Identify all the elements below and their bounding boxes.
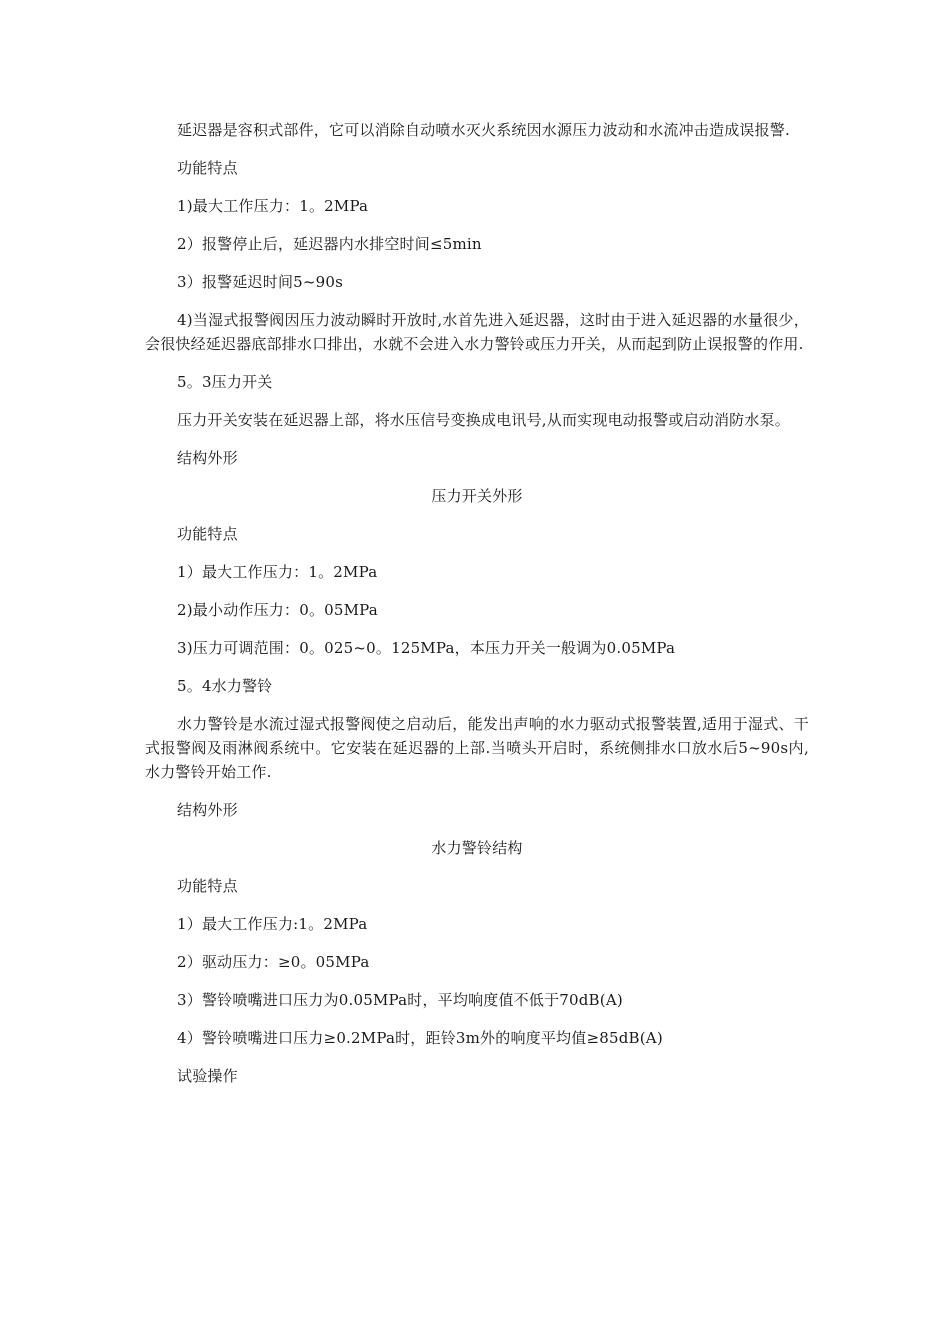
paragraph-water-bell-intro: 水力警铃是水流过湿式报警阀使之启动后，能发出声响的水力驱动式报警装置,适用于湿式、干式报警阀及雨淋阀系统中。它安装在延迟器的上部.当喷头开启时，系统侧排水口放水后5~90s内,水力警铃开始工作. — [145, 715, 809, 781]
paragraph-delay-device-intro: 延迟器是容积式部件，它可以消除自动喷水灭火系统因水源压力波动和水流冲击造成误报警. — [177, 121, 790, 139]
heading-structure-1: 结构外形 — [177, 449, 238, 467]
heading-features-1: 功能特点 — [177, 159, 238, 177]
list-item-min-action-pressure: 2)最小动作压力：0。05MPa — [177, 601, 378, 619]
list-item-loudness-1: 3）警铃喷嘴进口压力为0.05MPa时，平均响度值不低于70dB(A) — [177, 991, 623, 1009]
section-heading-water-bell: 5。4水力警铃 — [177, 677, 273, 695]
list-item-delay-function: 4)当湿式报警阀因压力波动瞬时开放时,水首先进入延迟器，这时由于进入延迟器的水量很少，会很快经延迟器底部排水口排出，水就不会进入水力警铃或压力开关，从而起到防止误报警的作用. — [145, 311, 809, 353]
list-item-max-pressure-3: 1）最大工作压力:1。2MPa — [177, 915, 368, 933]
list-item-max-pressure-2: 1）最大工作压力：1。2MPa — [177, 563, 378, 581]
list-item-loudness-2: 4）警铃喷嘴进口压力≥0.2MPa时，距铃3m外的响度平均值≥85dB(A) — [177, 1029, 663, 1047]
heading-features-2: 功能特点 — [177, 525, 238, 543]
list-item-drive-pressure: 2）驱动压力：≥0。05MPa — [177, 953, 370, 971]
paragraph-pressure-switch-intro: 压力开关安装在延迟器上部，将水压信号变换成电讯号,从而实现电动报警或启动消防水泵。 — [177, 411, 790, 429]
heading-features-3: 功能特点 — [177, 877, 238, 895]
figure-caption-pressure-switch: 压力开关外形 — [431, 487, 523, 505]
heading-test-operation: 试验操作 — [177, 1067, 238, 1085]
list-item-drain-time: 2）报警停止后，延迟器内水排空时间≤5min — [177, 235, 482, 253]
figure-caption-water-bell: 水力警铃结构 — [431, 839, 523, 857]
document-page — [145, 118, 809, 1102]
heading-structure-2: 结构外形 — [177, 801, 238, 819]
list-item-max-pressure-1: 1)最大工作压力：1。2MPa — [177, 197, 369, 215]
section-heading-pressure-switch: 5。3压力开关 — [177, 373, 273, 391]
list-item-adjust-range: 3)压力可调范围：0。025~0。125MPa，本压力开关一般调为0.05MPa — [177, 639, 676, 657]
list-item-alarm-delay: 3）报警延迟时间5~90s — [177, 273, 344, 291]
